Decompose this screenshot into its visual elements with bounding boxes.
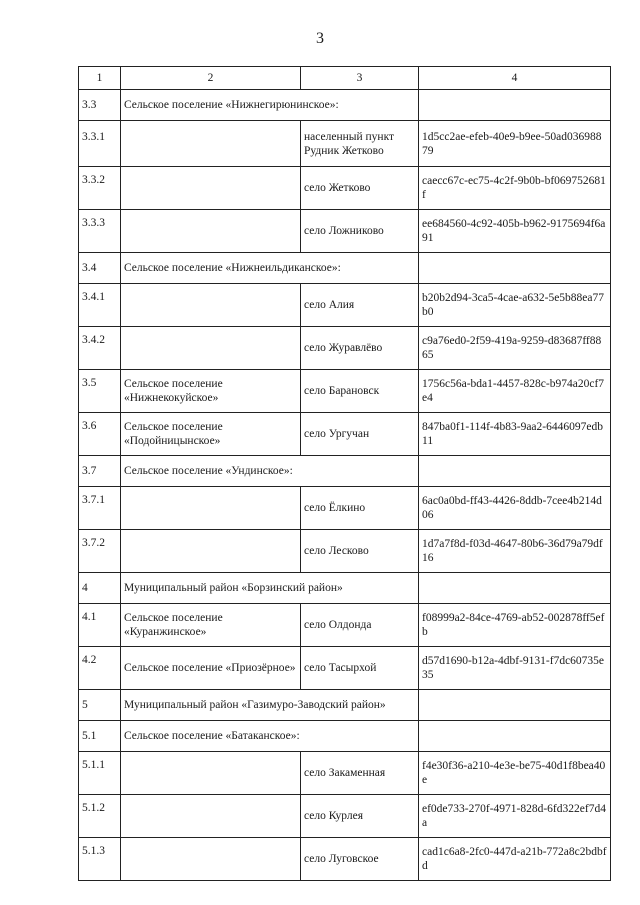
column-header: 3 xyxy=(301,67,419,90)
settlement-code: caecc67c-ec75-4c2f-9b0b-bf069752681f xyxy=(419,167,611,210)
settlement-name: село Олдонда xyxy=(301,604,419,647)
table-row xyxy=(79,167,611,210)
table-row xyxy=(79,487,611,530)
municipality-name xyxy=(121,838,301,881)
table-row xyxy=(79,752,611,795)
row-number: 3.3 xyxy=(79,90,121,121)
table-body xyxy=(79,90,611,881)
section-title: Муниципальный район «Газимуро-Заводский район» xyxy=(121,690,419,721)
empty-cell xyxy=(419,721,611,752)
settlement-name: село Барановск xyxy=(301,370,419,413)
row-number: 3.5 xyxy=(79,370,121,413)
settlement-name: село Луговское xyxy=(301,838,419,881)
table-row xyxy=(79,413,611,456)
municipality-name xyxy=(121,487,301,530)
column-header: 2 xyxy=(121,67,301,90)
section-row xyxy=(79,90,611,121)
table-row xyxy=(79,604,611,647)
page-number: 3 xyxy=(316,30,324,47)
table-row xyxy=(79,530,611,573)
municipality-name: Сельское поселение «Приозёрное» xyxy=(121,647,301,690)
settlement-code: 1756c56a-bda1-4457-828c-b974a20cf7e4 xyxy=(419,370,611,413)
settlement-name: село Ургучан xyxy=(301,413,419,456)
municipality-name xyxy=(121,121,301,167)
table-row xyxy=(79,838,611,881)
settlement-code: f4e30f36-a210-4e3e-be75-40d1f8bea40e xyxy=(419,752,611,795)
settlement-code: b20b2d94-3ca5-4cae-a632-5e5b88ea77b0 xyxy=(419,284,611,327)
section-row xyxy=(79,456,611,487)
municipality-name xyxy=(121,284,301,327)
settlement-code: 1d7a7f8d-f03d-4647-80b6-36d79a79df16 xyxy=(419,530,611,573)
settlement-name: село Курлея xyxy=(301,795,419,838)
row-number: 5.1.1 xyxy=(79,752,121,795)
municipality-name xyxy=(121,795,301,838)
settlement-name: село Алия xyxy=(301,284,419,327)
row-number: 4 xyxy=(79,573,121,604)
empty-cell xyxy=(419,690,611,721)
section-title: Сельское поселение «Батаканское»: xyxy=(121,721,419,752)
empty-cell xyxy=(419,253,611,284)
settlement-name: село Жетково xyxy=(301,167,419,210)
section-title: Муниципальный район «Борзинский район» xyxy=(121,573,419,604)
row-number: 5 xyxy=(79,690,121,721)
row-number: 3.7 xyxy=(79,456,121,487)
settlement-code: 847ba0f1-114f-4b83-9aa2-6446097edb11 xyxy=(419,413,611,456)
municipality-name: Сельское поселение «Подойницынское» xyxy=(121,413,301,456)
row-number: 4.2 xyxy=(79,647,121,690)
table-row xyxy=(79,121,611,167)
row-number: 3.4.1 xyxy=(79,284,121,327)
municipality-name xyxy=(121,167,301,210)
section-row xyxy=(79,573,611,604)
municipality-name xyxy=(121,327,301,370)
table-row xyxy=(79,327,611,370)
settlement-name: село Ёлкино xyxy=(301,487,419,530)
row-number: 3.3.2 xyxy=(79,167,121,210)
municipality-name xyxy=(121,530,301,573)
row-number: 3.3.1 xyxy=(79,121,121,167)
table-row xyxy=(79,795,611,838)
settlement-name: село Закаменная xyxy=(301,752,419,795)
column-header: 4 xyxy=(419,67,611,90)
table-header-row xyxy=(79,67,611,90)
row-number: 3.7.1 xyxy=(79,487,121,530)
row-number: 3.6 xyxy=(79,413,121,456)
column-header: 1 xyxy=(79,67,121,90)
settlement-code: ee684560-4c92-405b-b962-9175694f6a91 xyxy=(419,210,611,253)
settlement-code: 1d5cc2ae-efeb-40e9-b9ee-50ad03698879 xyxy=(419,121,611,167)
settlement-code: f08999a2-84ce-4769-ab52-002878ff5efb xyxy=(419,604,611,647)
settlement-code: c9a76ed0-2f59-419a-9259-d83687ff8865 xyxy=(419,327,611,370)
table-row xyxy=(79,370,611,413)
table-row xyxy=(79,210,611,253)
settlement-name: село Лесково xyxy=(301,530,419,573)
settlement-code: 6ac0a0bd-ff43-4426-8ddb-7cee4b214d06 xyxy=(419,487,611,530)
section-title: Сельское поселение «Нижнеильдиканское»: xyxy=(121,253,419,284)
section-title: Сельское поселение «Нижнегирюнинское»: xyxy=(121,90,419,121)
settlements-table xyxy=(78,66,611,881)
row-number: 4.1 xyxy=(79,604,121,647)
table-row xyxy=(79,284,611,327)
settlement-code: cad1c6a8-2fc0-447d-a21b-772a8c2bdbfd xyxy=(419,838,611,881)
row-number: 5.1.3 xyxy=(79,838,121,881)
empty-cell xyxy=(419,90,611,121)
settlement-name: село Журавлёво xyxy=(301,327,419,370)
table-row xyxy=(79,647,611,690)
row-number: 3.4 xyxy=(79,253,121,284)
municipality-name: Сельское поселение «Нижнекокуйское» xyxy=(121,370,301,413)
row-number: 3.7.2 xyxy=(79,530,121,573)
section-row xyxy=(79,690,611,721)
row-number: 5.1 xyxy=(79,721,121,752)
row-number: 5.1.2 xyxy=(79,795,121,838)
empty-cell xyxy=(419,573,611,604)
row-number: 3.4.2 xyxy=(79,327,121,370)
empty-cell xyxy=(419,456,611,487)
settlement-code: ef0de733-270f-4971-828d-6fd322ef7d4a xyxy=(419,795,611,838)
settlement-name: село Тасырхой xyxy=(301,647,419,690)
row-number: 3.3.3 xyxy=(79,210,121,253)
municipality-name xyxy=(121,752,301,795)
municipality-name: Сельское поселение «Куранжинское» xyxy=(121,604,301,647)
section-row xyxy=(79,253,611,284)
settlement-code: d57d1690-b12a-4dbf-9131-f7dc60735e35 xyxy=(419,647,611,690)
municipality-name xyxy=(121,210,301,253)
section-row xyxy=(79,721,611,752)
settlement-name: населенный пункт Рудник Жетково xyxy=(301,121,419,167)
settlement-name: село Ложниково xyxy=(301,210,419,253)
section-title: Сельское поселение «Ундинское»: xyxy=(121,456,419,487)
